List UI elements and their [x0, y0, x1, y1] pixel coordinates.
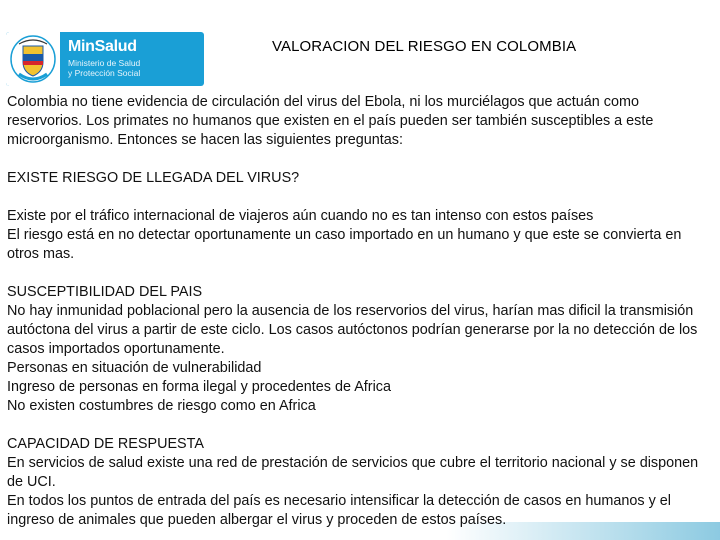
section-line: El riesgo está en no detectar oportunamente un caso importado en un humano y que este se convierta en otros mas. — [7, 227, 682, 262]
coat-of-arms-icon — [6, 32, 60, 86]
section-heading: EXISTE RIESGO DE LLEGADA DEL VIRUS? — [7, 170, 300, 186]
section-line: En servicios de salud existe una red de prestación de servicios que cubre el territorio nacional y se disponen de UCI. — [7, 455, 699, 490]
section-line: No hay inmunidad poblacional pero la ausencia de los reservorios del virus, harían mas dificil la transmisión autóctona del virus a partir de este ciclo. Los casos autóctonos podrían generarse por la no detección de los casos importados oportunamente. — [7, 303, 698, 357]
minsalud-logo — [6, 32, 204, 86]
logo-brand: MinSalud — [68, 38, 137, 55]
section-line: Ingreso de personas en forma ilegal y procedentes de Africa — [7, 379, 391, 395]
section-line: Existe por el tráfico internacional de viajeros aún cuando no es tan intenso con estos países — [7, 208, 594, 224]
section-line: En todos los puntos de entrada del país es necesario intensificar la detección de casos en humanos y el ingreso de animales que pueden albergar el virus y proceden de estos países. — [7, 493, 671, 528]
logo-subtitle-line: Ministerio de Salud — [68, 58, 141, 68]
logo-subtitle-line: y Protección Social — [68, 68, 141, 78]
intro-paragraph: Colombia no tiene evidencia de circulación del virus del Ebola, ni los murciélagos que actuán como reservorios. Los primates no humanos que existen en el país pueden ser también susceptibles a este microorganismo. Entonces se hacen las siguientes preguntas: — [7, 94, 654, 148]
section-line: No existen costumbres de riesgo como en Africa — [7, 398, 316, 414]
section-line: Personas en situación de vulnerabilidad — [7, 360, 262, 376]
section-heading: SUSCEPTIBILIDAD DEL PAIS — [7, 284, 203, 300]
page-title: VALORACION DEL RIESGO EN COLOMBIA — [272, 38, 577, 55]
document-body — [7, 93, 713, 530]
logo-subtitle — [68, 58, 140, 78]
section-heading: CAPACIDAD DE RESPUESTA — [7, 436, 204, 452]
